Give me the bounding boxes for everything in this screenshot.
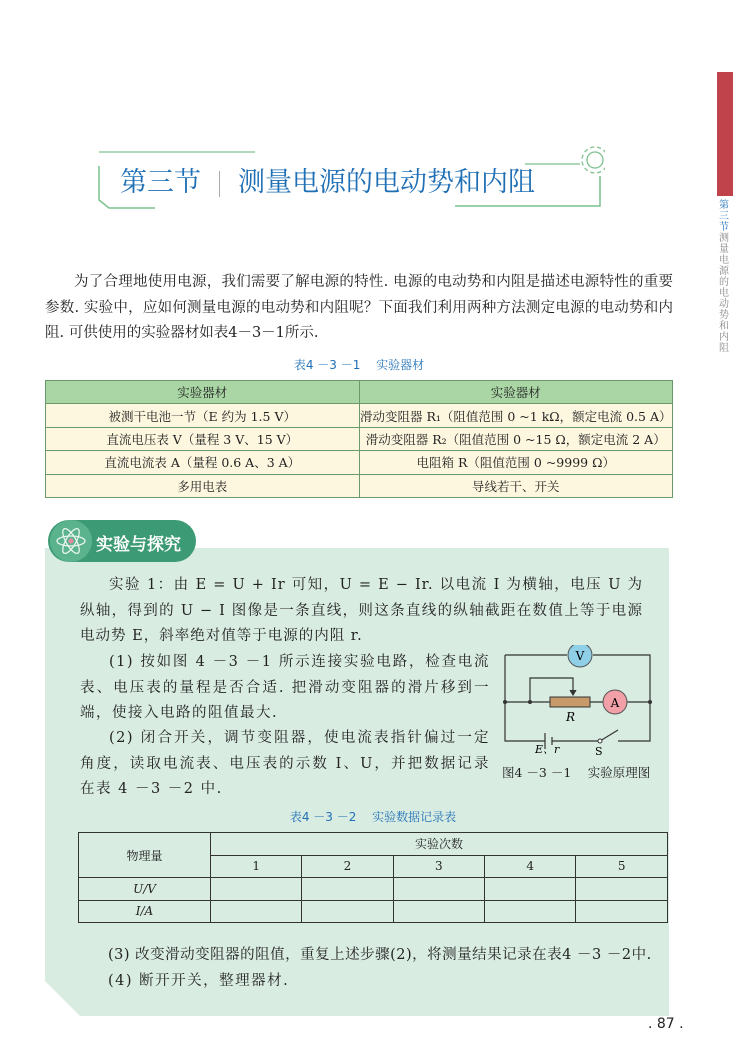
step-4: (4) 断开开关，整理器材.: [108, 973, 290, 989]
table-cell: 导线若干、开关: [359, 474, 673, 497]
step-2: (2) 闭合开关，调节变阻器，使电流表指针偏过一定角度，读取电流表、电压表的示数 I、U，并把数据记录在表 4 －3 －2 中.: [80, 730, 490, 797]
section-heading: 测量电源的电动势和内阻: [238, 167, 535, 198]
header-cell: 1: [211, 855, 302, 878]
side-chapter: 第三节: [719, 200, 729, 233]
data-cell[interactable]: [576, 900, 668, 923]
step-1: (1) 按如图 4 －3 －1 所示连接实验电路，检查电流表、电压表的量程是否合适. 把滑动变阻器的滑片移到一端，使接入电路的阻值最大.: [80, 654, 490, 721]
resistor-icon: [550, 697, 590, 707]
data-cell[interactable]: [393, 878, 484, 901]
table-cell: 直流电流表 A（量程 0.6 A、3 A）: [46, 451, 360, 474]
header-cell: 2: [302, 855, 393, 878]
data-cell[interactable]: [484, 900, 575, 923]
experiment-badge: 实验与探究: [48, 520, 196, 562]
atom-icon: [50, 520, 92, 562]
header-cell: 实验次数: [211, 833, 668, 856]
table-cell: 直流电压表 V（量程 3 V、15 V）: [46, 427, 360, 450]
data-record-table: [78, 832, 668, 923]
chapter-side-tab: [717, 72, 733, 196]
intro-paragraph: 为了合理地使用电源，我们需要了解电源的特性. 电源的电动势和内阻是描述电源特性的重要参数. 实验中，应如何测量电源的电动势和内阻呢？下面我们利用两种方法测定电源的电动势和内阻. 可供使用的实验器材如表4－3－1所示.: [45, 274, 673, 341]
side-title: 测量电源的电动势和内阻: [719, 233, 729, 354]
header-cell: 5: [576, 855, 668, 878]
data-cell[interactable]: [576, 878, 668, 901]
experiment-paragraph: 实验 1：由 E = U + Ir 可知，U = E − Ir. 以电流 I 为横轴，电压 U 为纵轴，得到的 U − I 图像是一条直线，则这条直线的纵轴截距在数值上等于电源电动势 E，斜率绝对值等于电源的内阻 r.: [80, 577, 643, 644]
section-number: 第三节: [120, 167, 201, 198]
gear-icon: [582, 147, 605, 173]
circuit-diagram: [500, 645, 660, 757]
header-cell: 3: [393, 855, 484, 878]
equipment-table: [45, 380, 673, 498]
data-cell[interactable]: [302, 900, 393, 923]
table-cell: 电阻箱 R（阻值范围 0 ~9999 Ω）: [359, 451, 673, 474]
data-cell[interactable]: [211, 900, 302, 923]
data-cell[interactable]: [211, 878, 302, 901]
table1-caption: 表4 －3 －1 实验器材: [293, 358, 425, 372]
table-cell: 多用电表: [46, 474, 360, 497]
row-label: U/V: [79, 878, 211, 901]
row-label: I/A: [79, 900, 211, 923]
source-label: E、r: [535, 743, 560, 756]
header-cell: 物理量: [79, 833, 211, 878]
header-cell: 实验器材: [46, 381, 360, 404]
side-running-title: [719, 200, 731, 354]
page-number: . 87 .: [648, 1016, 684, 1032]
table-cell: 滑动变阻器 R₁（阻值范围 0 ~1 kΩ，额定电流 0.5 A）: [359, 404, 673, 427]
data-cell[interactable]: [393, 900, 484, 923]
resistor-label: R: [566, 710, 576, 724]
data-cell[interactable]: [484, 878, 575, 901]
table-cell: 滑动变阻器 R₂（阻值范围 0 ~15 Ω，额定电流 2 A）: [359, 427, 673, 450]
section-title: [120, 160, 535, 199]
step-3: (3) 改变滑动变阻器的阻值，重复上述步骤(2)，将测量结果记录在表4 －3 －2中.: [108, 947, 652, 963]
data-cell[interactable]: [302, 878, 393, 901]
header-cell: 4: [484, 855, 575, 878]
header-cell: 实验器材: [359, 381, 673, 404]
ammeter-label: A: [610, 696, 620, 710]
table-cell: 被测干电池一节（E 约为 1.5 V）: [46, 404, 360, 427]
switch-label: S: [595, 745, 603, 757]
figure-caption: 图4 －3 －1 实验原理图: [502, 765, 651, 780]
voltmeter-label: V: [575, 649, 585, 663]
table2-caption: 表4 －3 －2 实验数据记录表: [289, 810, 457, 824]
